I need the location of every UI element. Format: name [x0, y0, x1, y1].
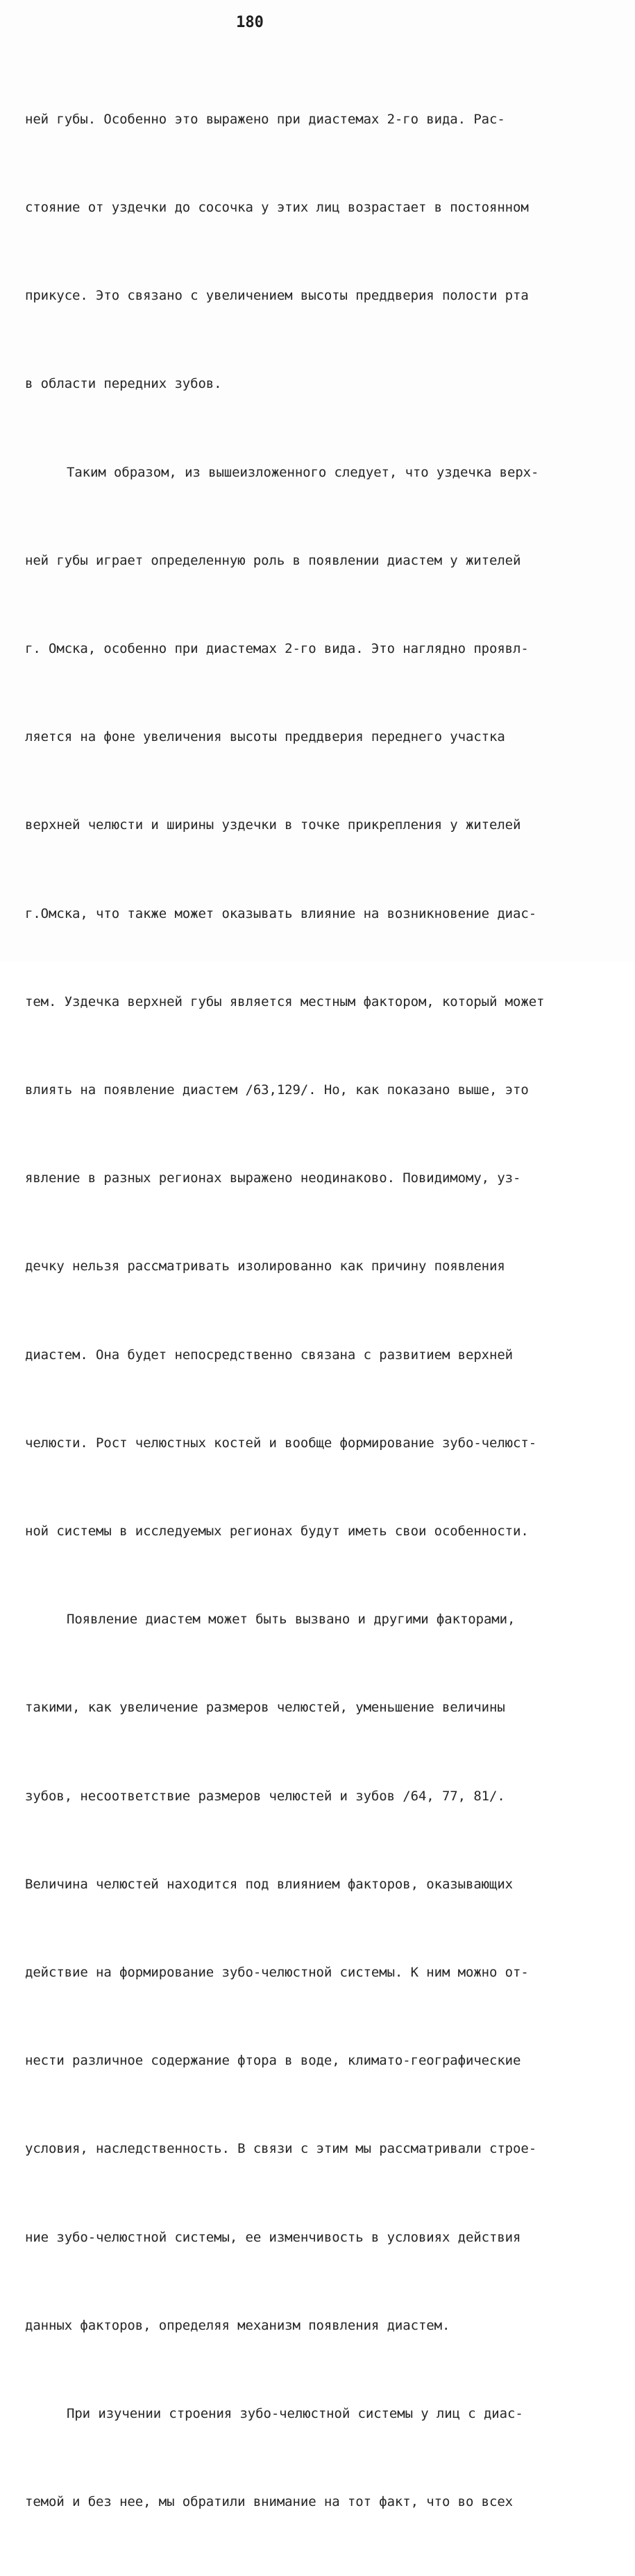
text-line: верхней челюсти и ширины уздечки в точке прикрепления у жителей — [25, 817, 521, 833]
page-number: 180 — [236, 14, 264, 31]
text-line: влиять на появление диастем /63,129/. Но, как показано выше, это — [25, 1082, 529, 1098]
text-line: ней губы. Особенно это выражено при диастемах 2-го вида. Рас- — [25, 111, 505, 127]
text-line: нести различное содержание фтора в воде, климато-географические — [25, 2053, 521, 2069]
text-line: ной системы в исследуемых регионах будут иметь свои особенности. — [25, 1524, 529, 1539]
paragraph-first-line: Появление диастем может быть вызвано и другими факторами, — [67, 1612, 516, 1628]
text-line: челюсти. Рост челюстных костей и вообще формирование зубо-челюст- — [25, 1435, 537, 1451]
text-line: Величина челюстей находится под влиянием факторов, оказывающих — [25, 1876, 514, 1892]
text-line: ней губы играет определенную роль в появлении диастем у жителей — [25, 552, 521, 568]
text-line: дечку нельзя рассматривать изолированно как причину появления — [25, 1259, 505, 1274]
text-line: явление в разных регионах выражено неодинаково. Повидимому, уз- — [25, 1170, 521, 1186]
text-line: ляется на фоне увеличения высоты преддверия переднего участка — [25, 729, 505, 745]
text-line: данных факторов, определяя механизм появления диастем. — [25, 2317, 450, 2333]
text-line: условия, наследственность. В связи с этим мы рассматривали строе- — [25, 2141, 537, 2157]
paragraph-first-line: При изучении строения зубо-челюстной системы у лиц с диас- — [67, 2406, 523, 2422]
text-line: зубов, несоответствие размеров челюстей и зубов /64, 77, 81/. — [25, 1788, 505, 1804]
text-line: г. Омска, особенно при диастемах 2-го вида. Это наглядно проявл- — [25, 641, 529, 657]
text-line: ние зубо-челюстной системы, ее изменчивость в условиях действия — [25, 2229, 521, 2245]
text-line: диастем. Она будет непосредственно связана с развитием верхней — [25, 1347, 514, 1363]
text-line: прикусе. Это связано с увеличением высоты преддверия полости рта — [25, 288, 529, 304]
body-text — [25, 46, 622, 2576]
text-line: действие на формирование зубо-челюстной системы. К ним можно от- — [25, 1965, 529, 1981]
text-line: в области передних зубов. — [25, 376, 222, 392]
text-line: темой и без нее, мы обратили внимание на тот факт, что во всех — [25, 2494, 514, 2510]
text-line: г.Омска, что также может оказывать влияние на возникновение диас- — [25, 905, 537, 921]
text-line: такими, как увеличение размеров челюстей, уменьшение величины — [25, 1700, 505, 1716]
paragraph-first-line: Таким образом, из вышеизложенного следует, что уздечка верх- — [67, 464, 539, 480]
text-line: стояние от уздечки до сосочка у этих лиц возрастает в постоянном — [25, 200, 529, 216]
text-line: тем. Уздечка верхней губы является местным фактором, который может — [25, 993, 545, 1009]
